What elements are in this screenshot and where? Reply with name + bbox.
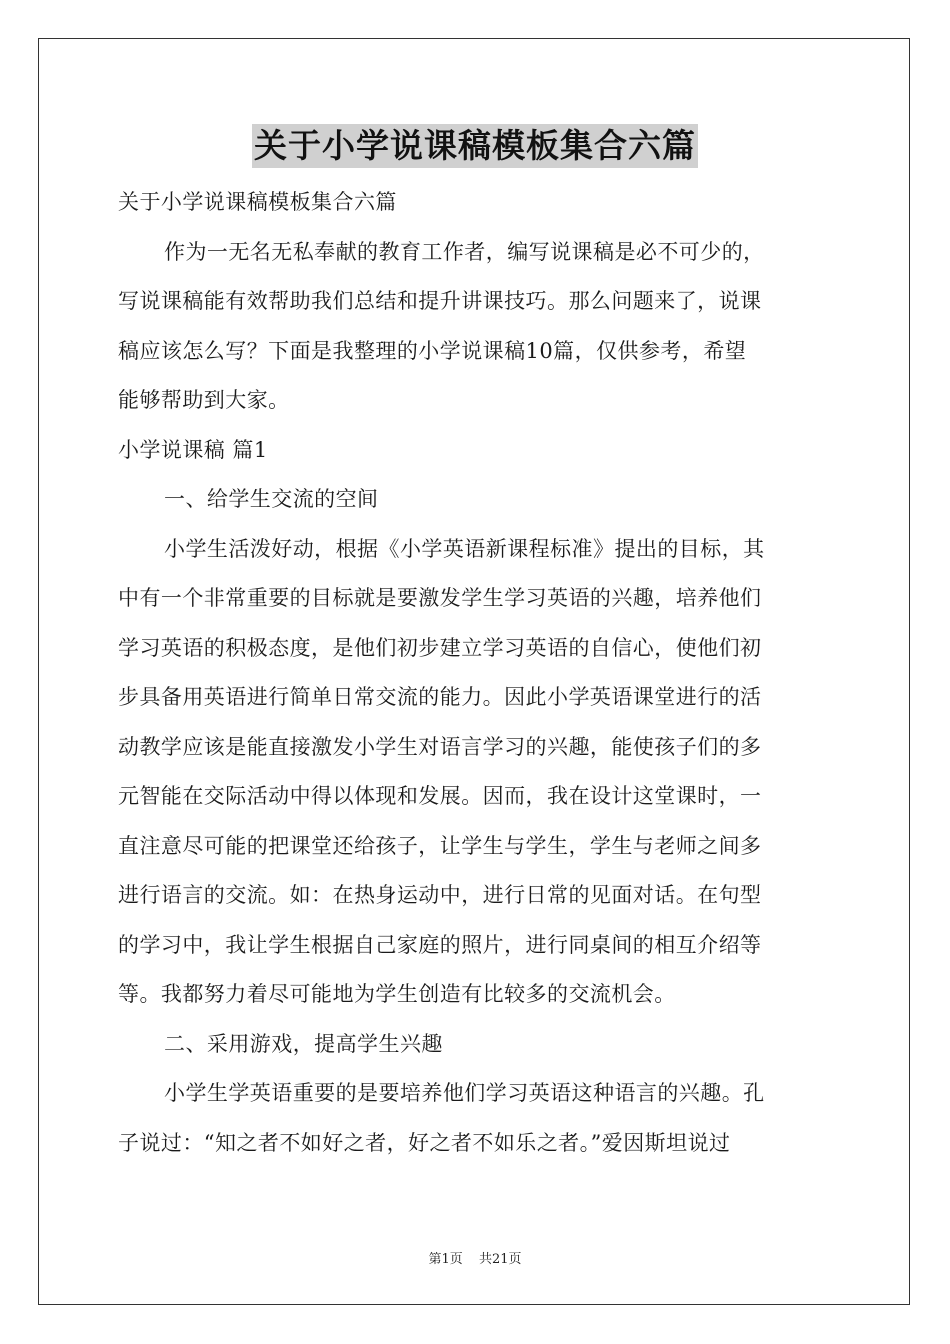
body-line: 的学习中，我让学生根据自己家庭的照片，进行同桌间的相互介绍等 [118,932,762,957]
document-title: 关于小学说课稿模板集合六篇 [252,124,698,168]
body-line: 小学生学英语重要的是要培养他们学习英语这种语言的兴趣。孔 [164,1081,765,1105]
subsection-heading: 一、给学生交流的空间 [164,487,379,511]
body-line: 直注意尽可能的把课堂还给孩子，让学生与学生，学生与老师之间多 [118,833,762,858]
body-line: 关于小学说课稿模板集合六篇 [118,190,397,214]
page-footer [0,1248,950,1267]
title-block [0,124,950,168]
body-line: 等。我都努力着尽可能地为学生创造有比较多的交流机会。 [118,982,676,1006]
subsection-heading: 二、采用游戏，提高学生兴趣 [164,1031,443,1056]
body-line: 元智能在交际活动中得以体现和发展。因而，我在设计这堂课时，一 [118,784,762,808]
body-line: 动教学应该是能直接激发小学生对语言学习的兴趣，能使孩子们的多 [118,734,762,759]
section-heading: 小学说课稿 篇1 [118,437,268,462]
body-line: 中有一个非常重要的目标就是要激发学生学习英语的兴趣，培养他们 [118,586,762,610]
body-line: 子说过：“知之者不如好之者，好之者不如乐之者。”爱因斯坦说过 [118,1130,731,1155]
body-line: 稿应该怎么写？下面是我整理的小学说课稿10篇，仅供参考，希望 [118,338,747,363]
document-body [118,178,834,1168]
page-number: 第1页 [428,1252,463,1267]
body-line: 写说课稿能有效帮助我们总结和提升讲课技巧。那么问题来了，说课 [118,289,762,313]
body-line: 小学生活泼好动，根据《小学英语新课程标准》提出的目标，其 [164,536,765,561]
body-line: 步具备用英语进行简单日常交流的能力。因此小学英语课堂进行的活 [118,685,762,709]
body-line: 学习英语的积极态度，是他们初步建立学习英语的自信心，使他们初 [118,635,762,660]
body-line: 进行语言的交流。如：在热身运动中，进行日常的见面对话。在句型 [118,883,762,907]
body-line: 作为一无名无私奉献的教育工作者，编写说课稿是必不可少的， [164,239,765,264]
page-total: 共21页 [478,1252,522,1267]
body-line: 能够帮助到大家。 [118,388,290,412]
